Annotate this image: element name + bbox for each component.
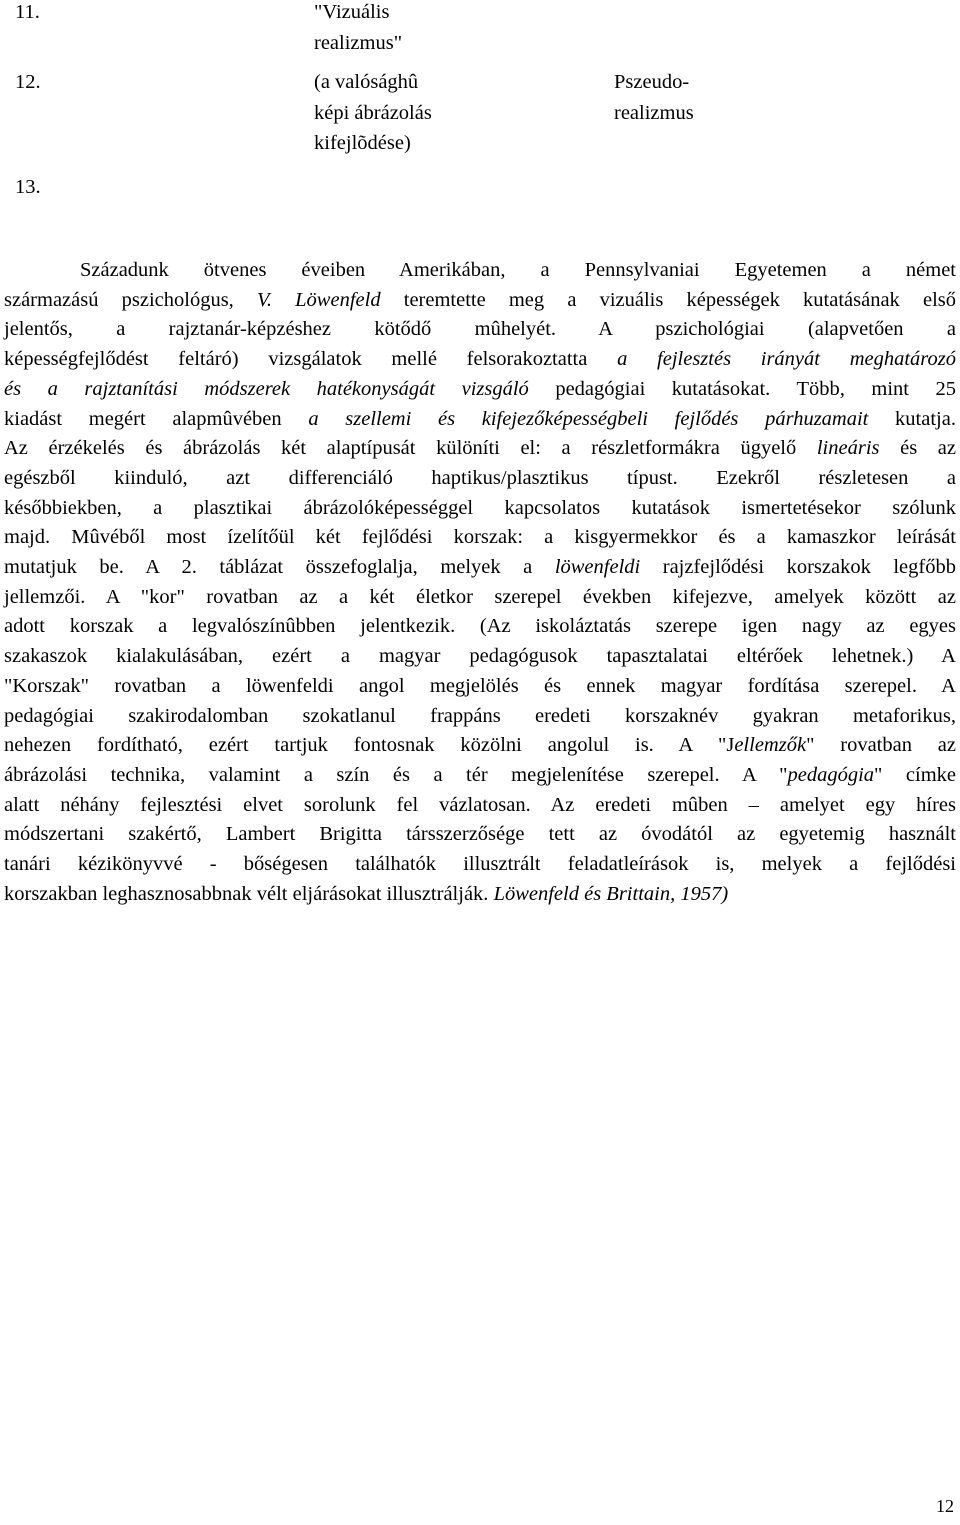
text-run: későbbiekben, a plasztikai ábrázolóképességgel kapcsolatos kutatások ismertetésekor szólunk (4, 496, 956, 519)
text-run: származású pszichológus, (4, 288, 257, 311)
paragraph-line (4, 464, 956, 494)
text-run: kutatja. (868, 407, 956, 430)
italic-run: a szellemi és kifejezőképességbeli fejlődés párhuzamait (308, 407, 869, 430)
text-run: Az érzékelés és ábrázolás két alaptípusát különíti el: a részletformákra ügyelő (4, 437, 817, 460)
paragraph-line (4, 850, 956, 880)
paragraph-line (4, 315, 956, 345)
italic-run: V. Löwenfeld (256, 288, 381, 311)
text-run: teremtette meg a vizuális képességek kutatásának első (380, 288, 956, 311)
paragraph-line (4, 345, 956, 375)
paragraph-line (4, 761, 956, 791)
paragraph-line (4, 375, 956, 405)
text-run: jelentős, a rajztanár-képzéshez kötődő mûhelyét. A pszichológiai (alapvetően a (4, 318, 956, 341)
row-number: 13. (15, 176, 41, 198)
text-run: kiadást megért alapmûvében (4, 407, 309, 430)
paragraph-line (4, 642, 956, 672)
paragraph-line (4, 286, 956, 316)
paragraph-line (4, 434, 956, 464)
text-run: adott korszak a legvalószínûbben jelentkezik. (Az iskoláztatás szerepe igen nagy az egyes (4, 615, 956, 638)
text-run: " címke (874, 763, 956, 786)
body-paragraph (4, 256, 956, 909)
text-run: nehezen fordítható, ezért tartjuk fontosnak közölni angolul is. A "J (4, 734, 735, 757)
text-run: ábrázolási technika, valamint a szín és a tér megjelenítése szerepel. A " (4, 763, 788, 786)
text-run: képességfejlődést feltáró) vizsgálatok mellé felsorakoztatta (4, 348, 618, 371)
text-run: pedagógiai kutatásokat. Több, mint 25 (528, 377, 956, 400)
paragraph-line (4, 820, 956, 850)
page-number: 12 (936, 1496, 954, 1516)
text-run: " rovatban az (806, 734, 956, 757)
paragraph-line (4, 880, 956, 910)
row-number: 11. (15, 1, 40, 23)
italic-run: Löwenfeld és Brittain, 1957) (493, 882, 729, 905)
italic-run: lineáris (816, 437, 880, 460)
table-cell-line: képi ábrázolás (314, 102, 432, 124)
table-cell-line: realizmus (614, 102, 694, 124)
text-run: alatt néhány fejlesztési elvet sorolunk fel vázlatosan. Az eredeti mûben – amelyet egy híres (4, 793, 956, 816)
paragraph-line (4, 672, 956, 702)
paragraph-line (4, 523, 956, 553)
row-number: 12. (15, 71, 41, 93)
text-run: és az (879, 437, 956, 460)
text-run: módszertani szakértő, Lambert Brigitta társszerzősége tett az óvodától az egyetemig használt (4, 823, 956, 846)
paragraph-line (4, 612, 956, 642)
text-run: Századunk ötvenes éveiben Amerikában, a Pennsylvaniai Egyetemen a német (80, 259, 956, 281)
text-run: egészből kiinduló, azt differenciáló haptikus/plasztikus típust. Ezekről részletesen a (4, 466, 956, 489)
paragraph-line (4, 583, 956, 613)
table-cell-line: (a valósághû (314, 71, 419, 93)
paragraph-line (4, 256, 956, 286)
italic-run: és a rajztanítási módszerek hatékonyságát vizsgáló (4, 377, 529, 400)
text-run: rajzfejlődési korszakok legfőbb (640, 556, 956, 579)
table-cell-line: Pszeudo- (614, 71, 690, 93)
italic-run: löwenfeldi (554, 556, 641, 579)
table-cell-line: realizmus" (314, 32, 403, 54)
paragraph-line (4, 731, 956, 761)
text-run: jellemzői. A "kor" rovatban az a két életkor szerepel években kifejezve, amelyek között az (4, 585, 956, 608)
paragraph-line (4, 702, 956, 732)
italic-run: ellemzők (734, 734, 807, 757)
paragraph-line (4, 553, 956, 583)
paragraph-line (4, 494, 956, 524)
table-fragment (0, 0, 960, 215)
text-run: "Korszak" rovatban a löwenfeldi angol megjelölés és ennek magyar fordítása szerepel. A (4, 674, 956, 697)
table-cell-line: "Vizuális (314, 1, 390, 23)
table-cell-line: kifejlõdése) (314, 132, 411, 154)
text-run: majd. Mûvéből most ízelítőül két fejlődési korszak: a kisgyermekkor és a kamaszkor leírását (4, 526, 956, 549)
text-run: korszakban leghasznosabbnak vélt eljárásokat illusztrálják. (4, 882, 494, 905)
text-run: mutatjuk be. A 2. táblázat összefoglalja, melyek a (4, 556, 555, 579)
text-run: pedagógiai szakirodalomban szokatlanul frappáns eredeti korszaknév gyakran metaforikus, (4, 704, 956, 727)
italic-run: a fejlesztés irányát meghatározó (617, 348, 956, 371)
text-run: szakaszok kialakulásában, ezért a magyar pedagógusok tapasztalatai eltérőek lehetnek.) A (4, 645, 956, 668)
paragraph-line (4, 405, 956, 435)
paragraph-line (4, 791, 956, 821)
italic-run: pedagógia (787, 763, 875, 786)
text-run: tanári kézikönyvvé - bőségesen találhatók illusztrált feladatleírások is, melyek a fejlődési (4, 853, 956, 876)
